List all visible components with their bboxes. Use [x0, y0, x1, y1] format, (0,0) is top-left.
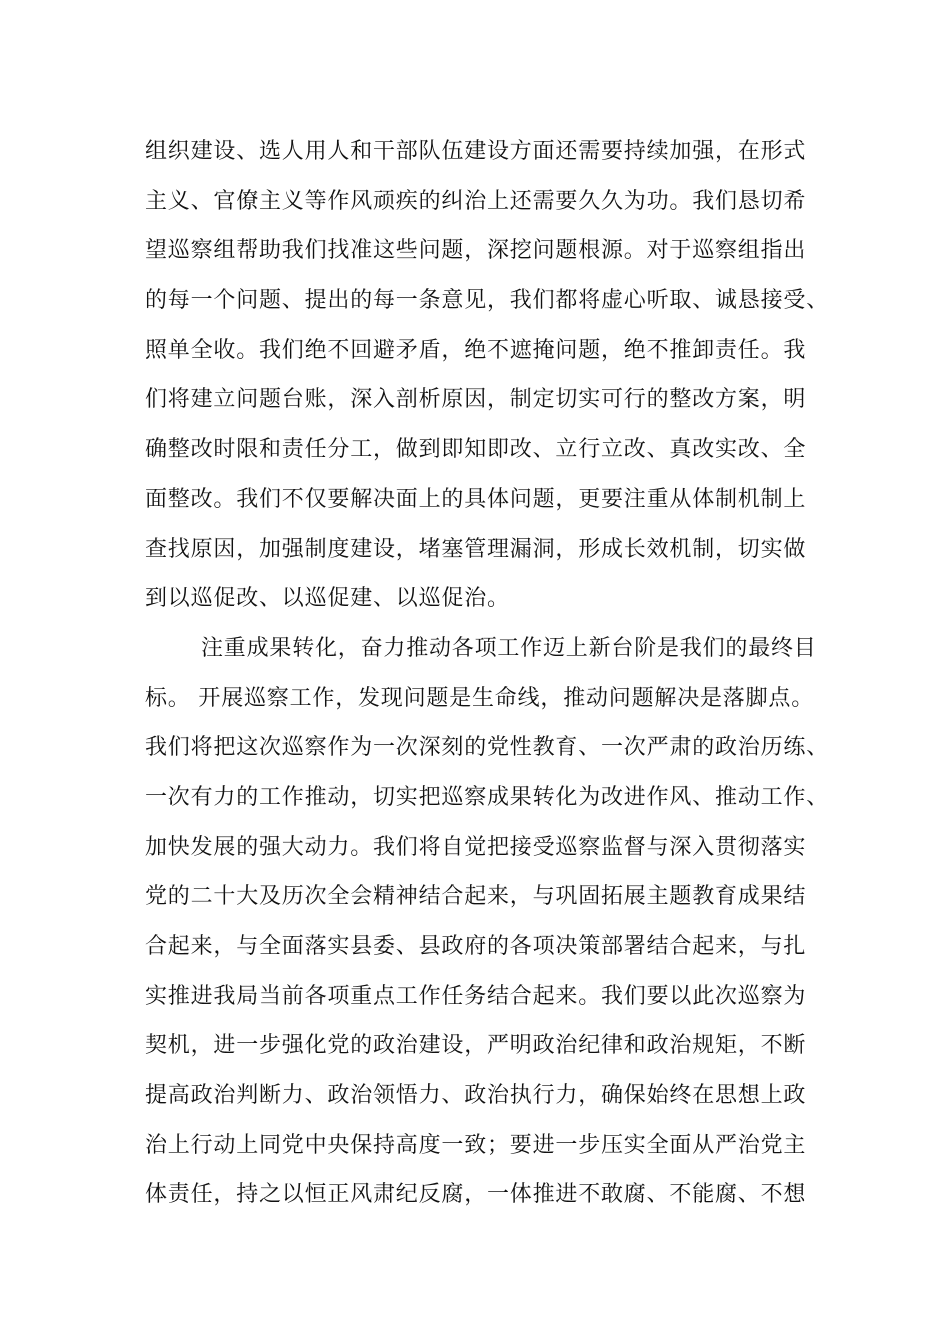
text-line: 标。 开展巡察工作，发现问题是生命线，推动问题解决是落脚点。	[145, 685, 814, 711]
document-page	[145, 134, 845, 1227]
text-line: 照单全收。我们绝不回避矛盾，绝不遮掩问题，绝不推卸责任。我	[145, 337, 807, 363]
text-line: 望巡察组帮助我们找准这些问题，深挖问题根源。对于巡察组指出	[145, 238, 807, 264]
text-line: 契机，进一步强化党的政治建设，严明政治纪律和政治规矩，不断	[145, 1033, 807, 1059]
text-line: 的每一个问题、提出的每一条意见，我们都将虚心听取、诚恳接受、	[145, 288, 830, 314]
text-line: 组织建设、选人用人和干部队伍建设方面还需要持续加强，在形式	[145, 139, 807, 164]
text-line: 确整改时限和责任分工，做到即知即改、立行立改、真改实改、全	[145, 437, 807, 463]
text-line: 们将建立问题台账，深入剖析原因，制定切实可行的整改方案，明	[145, 387, 807, 413]
text-line: 加快发展的强大动力。我们将自觉把接受巡察监督与深入贯彻落实	[145, 834, 807, 860]
text-line: 我们将把这次巡察作为一次深刻的党性教育、一次严肃的政治历练、	[145, 735, 830, 761]
text-line: 提高政治判断力、政治领悟力、政治执行力，确保始终在思想上政	[145, 1083, 807, 1109]
text-line: 党的二十大及历次全会精神结合起来，与巩固拓展主题教育成果结	[145, 884, 807, 910]
text-line: 一次有力的工作推动，切实把巡察成果转化为改进作风、推动工作、	[145, 784, 830, 810]
text-line: 到以巡促改、以巡促建、以巡促治。	[145, 586, 510, 612]
text-line: 合起来，与全面落实县委、县政府的各项决策部署结合起来，与扎	[145, 934, 807, 959]
text-line: 体责任，持之以恒正风肃纪反腐，一体推进不敢腐、不能腐、不想	[145, 1182, 807, 1208]
text-line: 查找原因，加强制度建设，堵塞管理漏洞，形成长效机制，切实做	[145, 536, 807, 562]
paragraph-start-line: 注重成果转化，奋力推动各项工作迈上新台阶是我们的最终目	[201, 635, 817, 661]
text-line: 治上行动上同党中央保持高度一致；要进一步压实全面从严治党主	[145, 1132, 807, 1158]
text-line: 面整改。我们不仅要解决面上的具体问题，更要注重从体制机制上	[145, 486, 807, 512]
text-line: 实推进我局当前各项重点工作任务结合起来。我们要以此次巡察为	[145, 983, 807, 1009]
text-line: 主义、官僚主义等作风顽疾的纠治上还需要久久为功。我们恳切希	[145, 188, 807, 214]
